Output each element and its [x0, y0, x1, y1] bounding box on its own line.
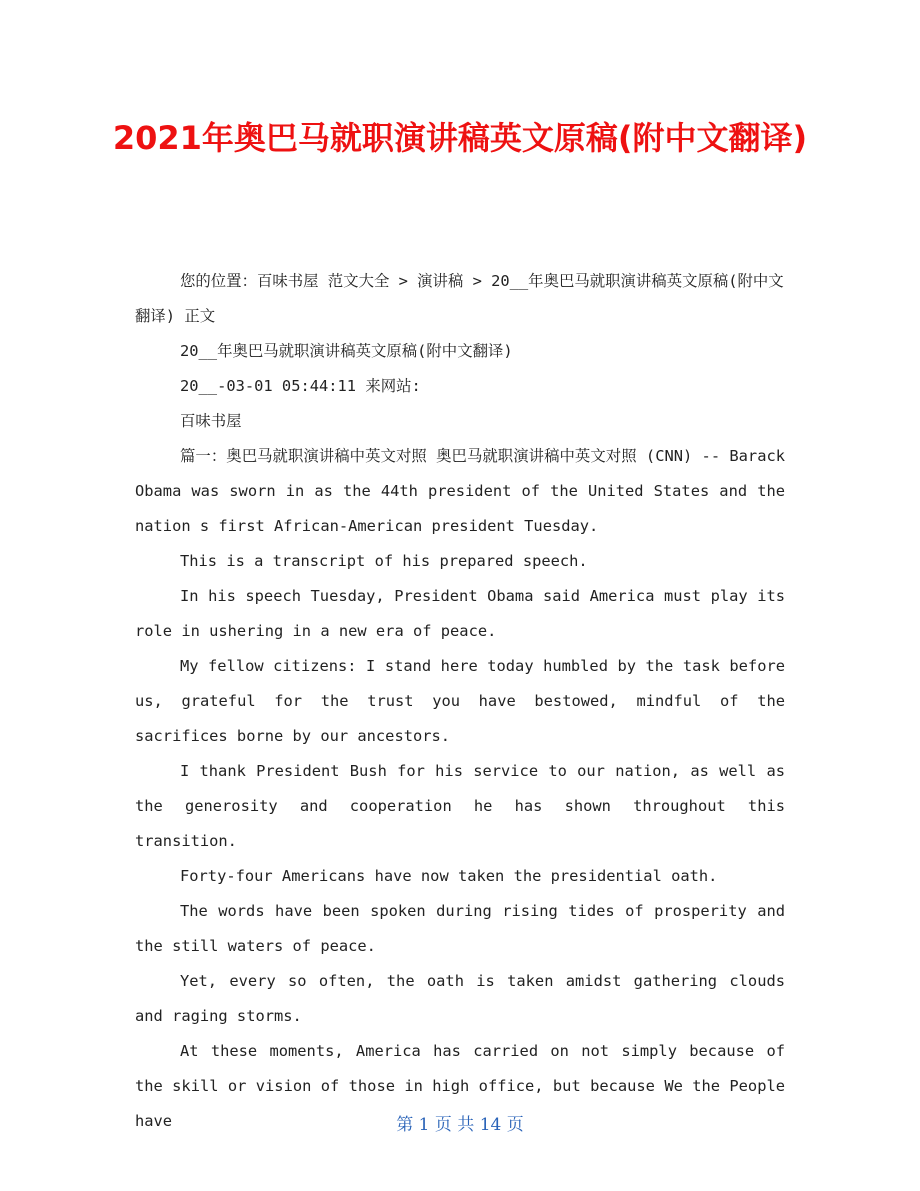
article-meta: 20__-03-01 05:44:11 来网站:: [180, 377, 421, 395]
page-number: 第 1 页 共 14 页: [396, 1115, 524, 1135]
document-body: [135, 264, 795, 1139]
document-title: 2021年奥巴马就职演讲稿英文原稿(附中文翻译): [112, 119, 808, 157]
paragraph: In his speech Tuesday, President Obama said America must play its role in ushering in a new era of peace.: [135, 587, 795, 640]
paragraph: Yet, every so often, the oath is taken amidst gathering clouds and raging storms.: [135, 972, 795, 1025]
article-heading: 20__年奥巴马就职演讲稿英文原稿(附中文翻译): [180, 342, 513, 360]
paragraph: My fellow citizens: I stand here today humbled by the task before us, grateful for the trust you have bestowed, mindful of the sacrifices borne by our ancestors.: [135, 657, 795, 745]
article-source: 百味书屋: [180, 412, 242, 430]
paragraph: I thank President Bush for his service to our nation, as well as the generosity and cooperation he has shown throughout this transition.: [135, 762, 795, 850]
paragraph: This is a transcript of his prepared speech.: [180, 552, 588, 570]
breadcrumb: 您的位置：百味书屋 范文大全 > 演讲稿 > 20__年奥巴马就职演讲稿英文原稿(附中文翻译) 正文: [135, 272, 784, 325]
paragraph-intro: 篇一：奥巴马就职演讲稿中英文对照 奥巴马就职演讲稿中英文对照 (CNN) -- Barack Obama was sworn in as the 44th president of the United States and the nation s first African-American president Tuesday.: [135, 447, 795, 535]
paragraph: At these moments, America has carried on not simply because of the skill or vision of those in high office, but because We the People have: [135, 1042, 795, 1130]
paragraph: Forty-four Americans have now taken the presidential oath.: [180, 867, 718, 885]
paragraph: The words have been spoken during rising tides of prosperity and the still waters of peace.: [135, 902, 795, 955]
